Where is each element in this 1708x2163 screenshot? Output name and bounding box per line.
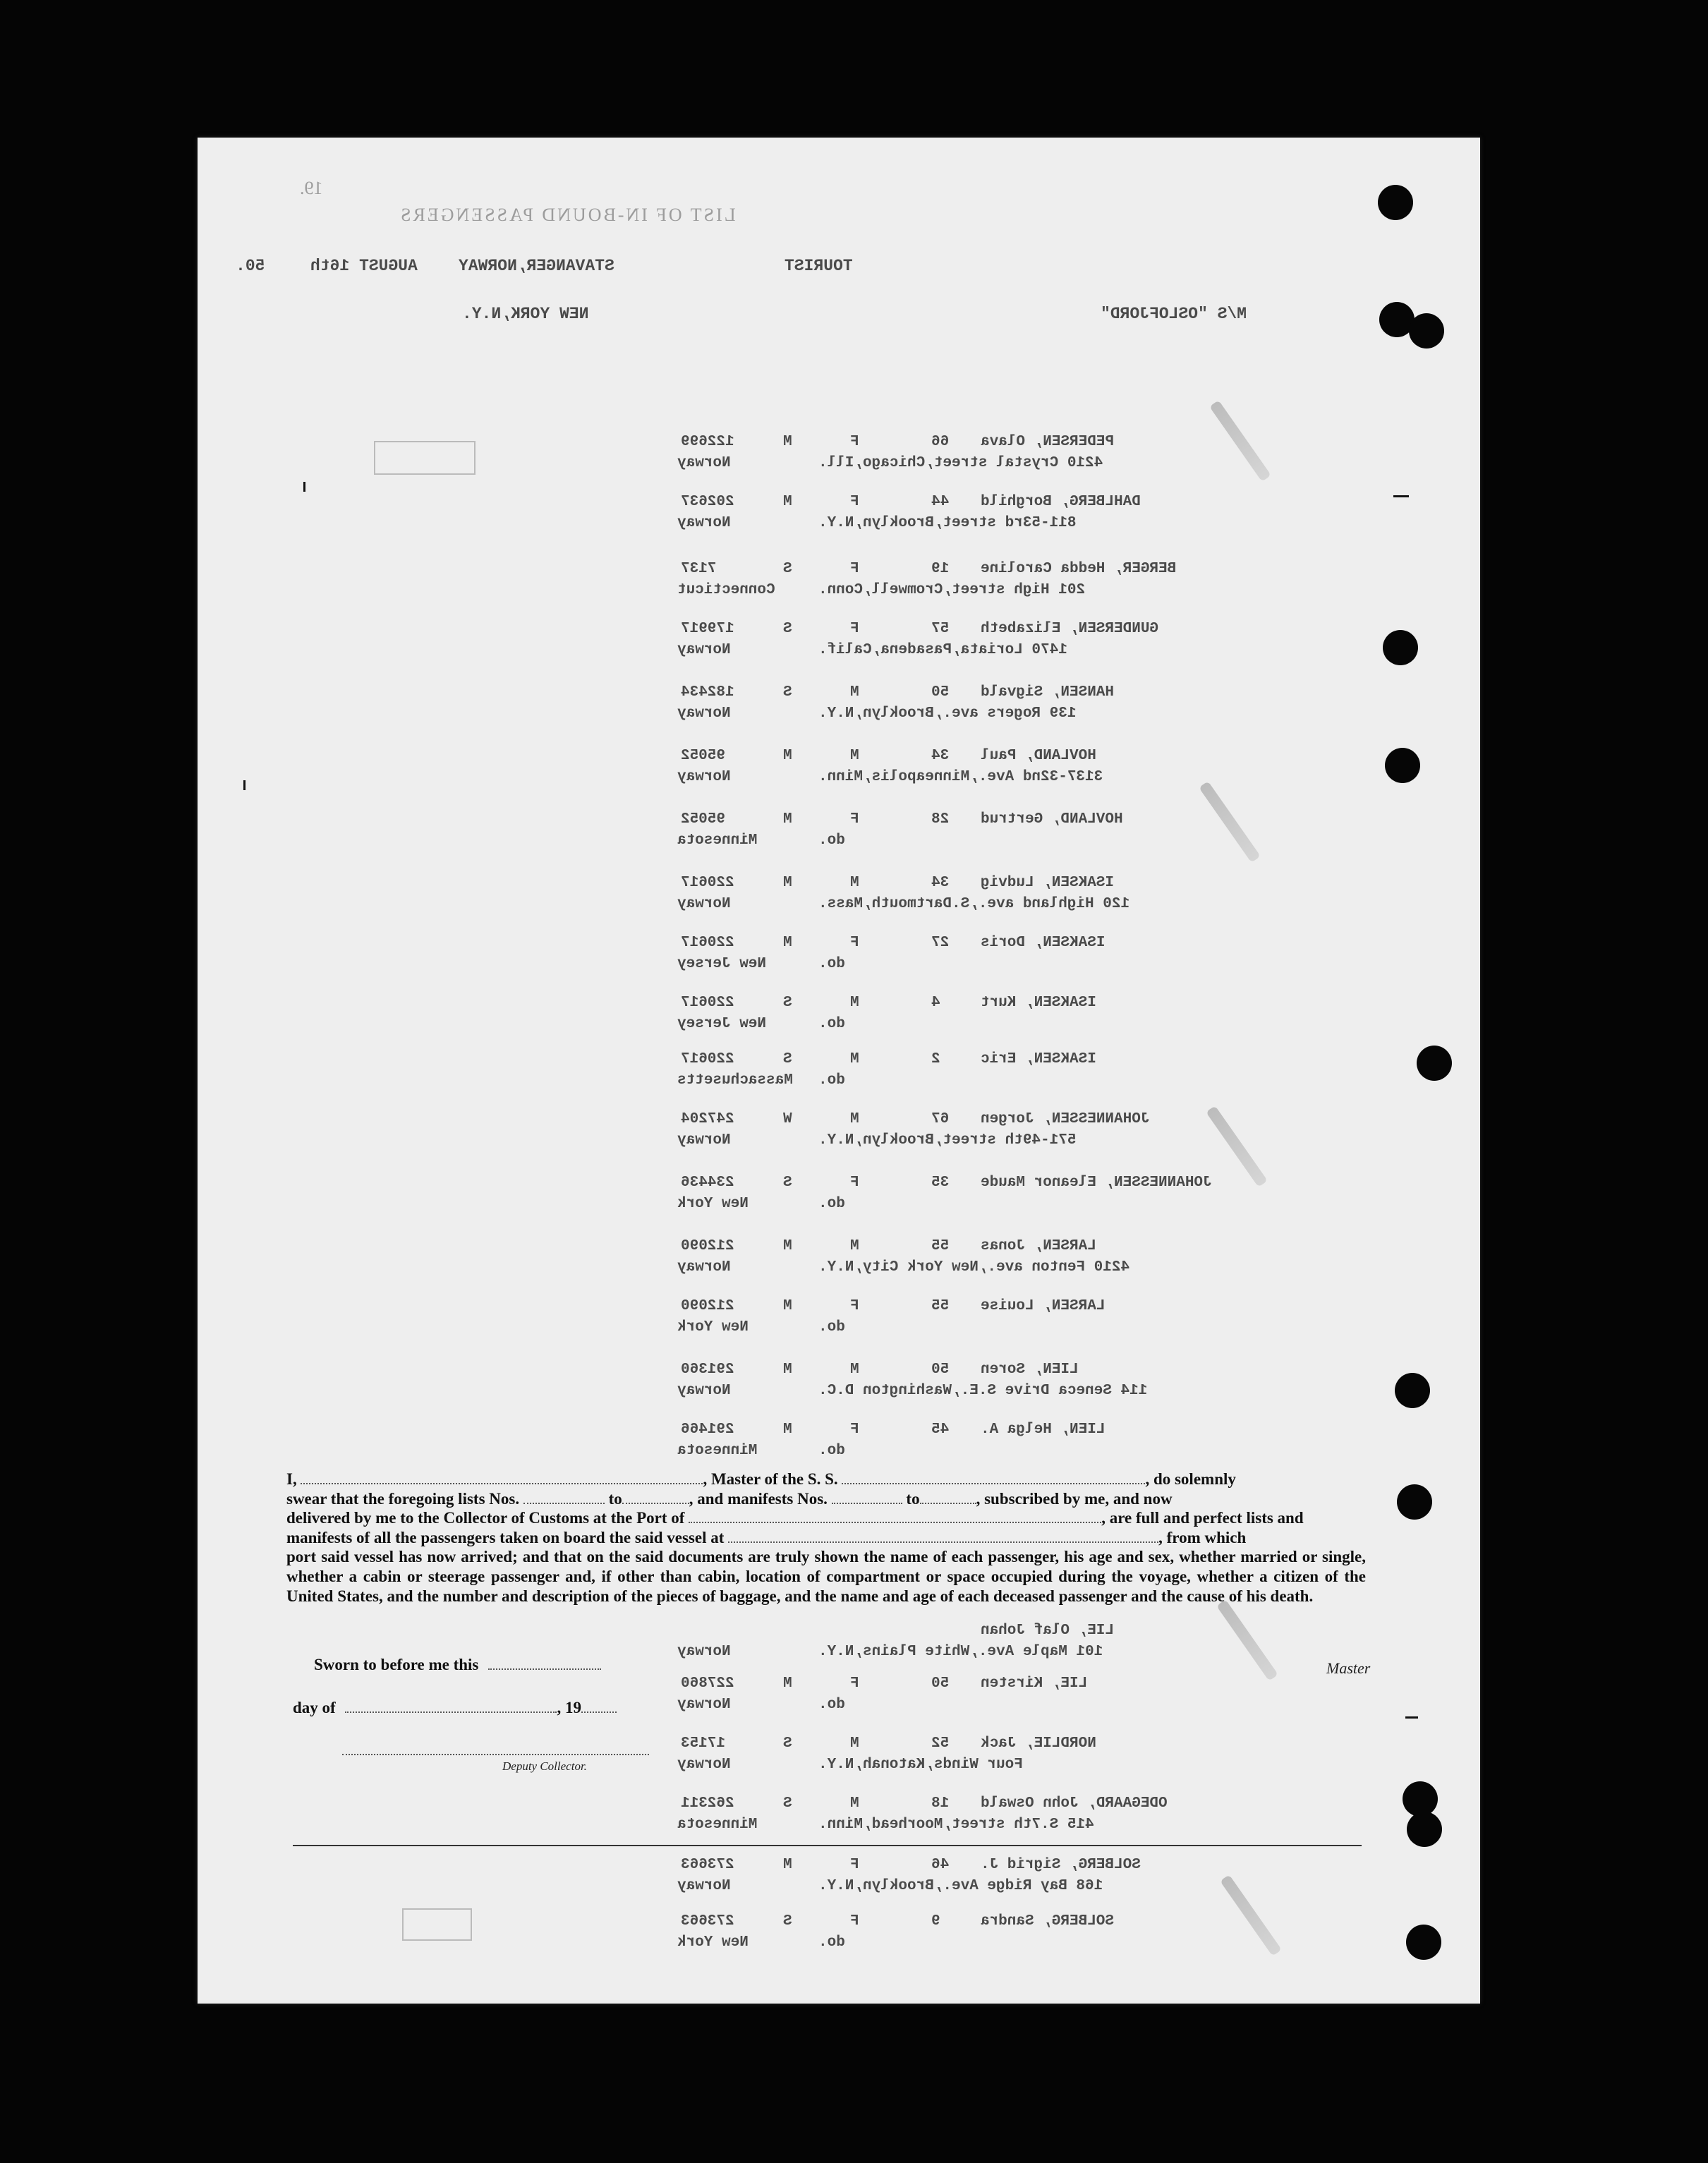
passenger-sex: F	[850, 935, 859, 951]
passenger-status: M	[783, 811, 792, 828]
passenger-number: 262311	[681, 1795, 734, 1812]
destination-label: NEW YORK,N.Y.	[462, 305, 589, 323]
passenger-record	[0, 1362, 1283, 1411]
passenger-number: 220617	[681, 1051, 734, 1067]
month-field[interactable]	[345, 1711, 557, 1713]
passenger-number: 273663	[681, 1913, 734, 1929]
passenger-sex: M	[850, 1795, 859, 1812]
deputy-label: Deputy Collector.	[502, 1759, 587, 1773]
oath-body: port said vessel has now arrived; and that on the said documents are truly shown the name of each passenger, his age and sex, whether married or single, whether a cabin or steerage passenger and, if other than cabin, location of compartment or space occupied during the voyage, whether a citizen of the United States, and the number and description of the pieces of baggage, and the name and age of each deceased passenger and the cause of his death.	[286, 1548, 1366, 1605]
passenger-number: 95052	[681, 811, 726, 828]
passenger-age: 46	[931, 1857, 950, 1873]
passenger-age: 9	[931, 1913, 940, 1929]
oath-text	[286, 1470, 1366, 1606]
passenger-name: DAHLBERG, Borghild	[981, 494, 1141, 510]
passenger-address: 120 Highland ave.,S.Dartmouth,Mass.	[818, 896, 1130, 912]
passenger-status: M	[783, 1676, 792, 1692]
deputy-signature-field[interactable]	[342, 1754, 649, 1755]
sworn-label: Sworn to before me this	[314, 1656, 479, 1673]
passenger-name: JOHANNESSEN, Eleanor Maude	[981, 1175, 1212, 1191]
edge-mark	[1393, 495, 1409, 497]
passenger-name: HOVLAND, Gertrud	[981, 811, 1123, 828]
page-number: 19.	[300, 178, 323, 198]
passenger-record	[0, 1111, 1283, 1161]
captain-name-field[interactable]	[301, 1483, 703, 1484]
passenger-country: New Jersey	[677, 1016, 767, 1032]
passenger-country: Norway	[677, 1697, 731, 1713]
passenger-record	[0, 1735, 1283, 1785]
passenger-number: 273663	[681, 1857, 734, 1873]
passenger-status: S	[783, 1175, 792, 1191]
passenger-country: New York	[677, 1319, 749, 1335]
passenger-address: do.	[818, 832, 845, 849]
master-label: Master	[1326, 1659, 1371, 1677]
binder-hole	[1395, 1373, 1430, 1408]
passenger-number: 291466	[681, 1422, 734, 1438]
passenger-country: Norway	[677, 1132, 731, 1149]
binder-hole	[1397, 1484, 1432, 1520]
passenger-sex: F	[850, 1298, 859, 1314]
oath-line1-b: , Master of the S. S.	[703, 1470, 842, 1488]
passenger-status: M	[783, 875, 792, 891]
passenger-status: S	[783, 621, 792, 637]
passenger-name: ISAKSEN, Ludvig	[981, 875, 1115, 891]
list-title: LIST OF IN-BOUND PASSENGERS	[399, 205, 736, 225]
binder-hole	[1409, 313, 1444, 349]
passenger-country: Connecticut	[677, 582, 775, 598]
passenger-age: 52	[931, 1735, 950, 1752]
manifest-to-field[interactable]	[920, 1503, 976, 1504]
passenger-name: LARSEN, Jonas	[981, 1238, 1096, 1254]
passenger-country: Norway	[677, 896, 731, 912]
passenger-address: 101 Maple Ave.,White Plains,N.Y.	[818, 1644, 1103, 1660]
passenger-address: 168 Bay Ridge Ave.,Brooklyn,N.Y.	[818, 1878, 1103, 1894]
passenger-age: 18	[931, 1795, 950, 1812]
edge-mark	[303, 482, 305, 492]
passenger-number: 212090	[681, 1298, 734, 1314]
passenger-record	[0, 1795, 1283, 1845]
year-label: 50.	[236, 257, 265, 275]
passenger-record	[0, 1913, 1283, 1963]
passenger-number: 182434	[681, 684, 734, 701]
passenger-record	[0, 1422, 1283, 1471]
passenger-status: M	[783, 935, 792, 951]
passenger-number: 220617	[681, 875, 734, 891]
passenger-status: S	[783, 684, 792, 701]
passenger-number: 227860	[681, 1676, 734, 1692]
passenger-record	[0, 434, 1283, 483]
passenger-name: PEDERSEN, Olava	[981, 434, 1115, 450]
passenger-name: LIE, Olaf Johan	[981, 1623, 1115, 1639]
passenger-address: do.	[818, 1443, 845, 1459]
passenger-sex: F	[850, 1422, 859, 1438]
passenger-address: do.	[818, 1016, 845, 1032]
passenger-number: 212090	[681, 1238, 734, 1254]
day-label: day of	[293, 1699, 336, 1716]
passenger-record	[0, 684, 1283, 734]
passenger-age: 4	[931, 995, 940, 1011]
passenger-address: Four Winds,Katonah,N.Y.	[818, 1757, 1023, 1773]
passenger-country: Norway	[677, 1878, 731, 1894]
passenger-sex: F	[850, 1175, 859, 1191]
passenger-status: M	[783, 1422, 792, 1438]
passenger-sex: M	[850, 1735, 859, 1752]
passenger-status: M	[783, 1857, 792, 1873]
passenger-record	[0, 995, 1283, 1044]
passenger-record	[0, 494, 1283, 543]
passenger-sex: F	[850, 494, 859, 510]
passenger-record	[0, 811, 1283, 861]
passenger-name: LIE, Kirsten	[981, 1676, 1088, 1692]
passenger-status: W	[783, 1111, 792, 1127]
passenger-record	[0, 1857, 1283, 1906]
passenger-status: S	[783, 1795, 792, 1812]
passenger-number: 95052	[681, 748, 726, 764]
passenger-status: S	[783, 561, 792, 577]
passenger-age: 2	[931, 1051, 940, 1067]
list-to-field[interactable]	[622, 1503, 689, 1504]
date-label: AUGUST 16th	[310, 257, 418, 275]
year-prefix-label: , 19	[557, 1699, 581, 1716]
oath-line3-b: , are full and perfect lists and	[1101, 1509, 1304, 1527]
passenger-record	[0, 1298, 1283, 1347]
passenger-address: do.	[818, 1697, 845, 1713]
passenger-name: LIEN, Helga A.	[981, 1422, 1106, 1438]
binder-hole	[1407, 1812, 1442, 1847]
passenger-age: 50	[931, 1676, 950, 1692]
oath-line4-a: manifests of all the passengers taken on board the said vessel at	[286, 1528, 729, 1546]
passenger-record	[0, 748, 1283, 797]
passenger-address: 4210 Crystal street,Chicago,Ill.	[818, 455, 1103, 471]
oath-line2-b: to	[604, 1489, 622, 1508]
passenger-status: M	[783, 1298, 792, 1314]
passenger-country: Norway	[677, 1259, 731, 1276]
passenger-record	[0, 1175, 1283, 1224]
passenger-country: Norway	[677, 769, 731, 785]
passenger-age: 35	[931, 1175, 950, 1191]
passenger-age: 28	[931, 811, 950, 828]
passenger-age: 57	[931, 621, 950, 637]
passenger-sex: M	[850, 995, 859, 1011]
passenger-status: S	[783, 1735, 792, 1752]
passenger-country: Norway	[677, 1644, 731, 1660]
oath-line2-c: , and manifests Nos.	[689, 1489, 832, 1508]
binder-hole	[1406, 1925, 1441, 1960]
passenger-sex: M	[850, 1111, 859, 1127]
passenger-name: LIEN, Soren	[981, 1362, 1079, 1378]
passenger-record	[0, 1238, 1283, 1288]
passenger-country: Norway	[677, 515, 731, 531]
passenger-status: M	[783, 1238, 792, 1254]
passenger-status: M	[783, 434, 792, 450]
passenger-number: 179917	[681, 621, 734, 637]
year-field[interactable]	[581, 1711, 617, 1713]
passenger-number: 220617	[681, 935, 734, 951]
passenger-address: do.	[818, 956, 845, 972]
passenger-name: ODEGAARD, John Oswald	[981, 1795, 1168, 1812]
oath-line2-d: to	[902, 1489, 920, 1508]
passenger-name: ISAKSEN, Eric	[981, 1051, 1096, 1067]
passenger-status: M	[783, 494, 792, 510]
passenger-sex: F	[850, 561, 859, 577]
passenger-sex: F	[850, 811, 859, 828]
manifest-from-field[interactable]	[832, 1503, 902, 1504]
sworn-day-field[interactable]	[488, 1668, 601, 1670]
passenger-name: SOLBERG, Sigrid J.	[981, 1857, 1141, 1873]
passenger-address: 1470 Loriata,Pasadena,Calif.	[818, 642, 1067, 658]
passenger-country: Minnesota	[677, 832, 758, 849]
passenger-sex: M	[850, 684, 859, 701]
passenger-record	[0, 875, 1283, 924]
passenger-record	[0, 935, 1283, 984]
passenger-number: 122699	[681, 434, 734, 450]
passenger-sex: M	[850, 748, 859, 764]
binder-hole	[1417, 1046, 1452, 1081]
passenger-number: 220617	[681, 995, 734, 1011]
passenger-country: New York	[677, 1196, 749, 1212]
binder-hole	[1385, 748, 1420, 783]
date-line	[293, 1699, 617, 1717]
passenger-address: 114 Seneca Drive S.E.,Washington D.C.	[818, 1383, 1148, 1399]
passenger-name: HOVLAND, Paul	[981, 748, 1096, 764]
passenger-age: 55	[931, 1298, 950, 1314]
passenger-address: 4210 Fenton ave.,New York City,N.Y.	[818, 1259, 1130, 1276]
passenger-age: 34	[931, 748, 950, 764]
passenger-record	[0, 621, 1283, 670]
passenger-country: Minnesota	[677, 1443, 758, 1459]
oath-line1-c: , do solemnly	[1145, 1470, 1236, 1488]
passenger-age: 55	[931, 1238, 950, 1254]
passenger-name: LARSEN, Louise	[981, 1298, 1106, 1314]
passenger-address: 811-53rd street,Brooklyn,N.Y.	[818, 515, 1077, 531]
list-from-field[interactable]	[523, 1503, 605, 1504]
passenger-name: GUNDERSEN, Elizabeth	[981, 621, 1159, 637]
oath-line3-a: delivered by me to the Collector of Customs at the Port of	[286, 1509, 689, 1527]
edge-mark	[1405, 1716, 1418, 1719]
passenger-number: 7137	[681, 561, 717, 577]
passenger-age: 27	[931, 935, 950, 951]
passenger-name: NORDLIE, Jack	[981, 1735, 1096, 1752]
passenger-name: HANSEN, Sigvald	[981, 684, 1115, 701]
passenger-name: SOLBERG, Sandra	[981, 1913, 1115, 1929]
passenger-number: 17153	[681, 1735, 726, 1752]
passenger-sex: F	[850, 434, 859, 450]
passenger-age: 50	[931, 684, 950, 701]
oath-line2-a: swear that the foregoing lists Nos.	[286, 1489, 523, 1508]
bottom-rule	[293, 1845, 1362, 1846]
passenger-country: Norway	[677, 642, 731, 658]
passenger-address: do.	[818, 1196, 845, 1212]
passenger-address: 415 S.7th street,Moorhead,Minn.	[818, 1817, 1094, 1833]
passenger-address: 139 Rogers ave.,Brooklyn,N.Y.	[818, 705, 1077, 722]
passenger-address: 201 High street,Cromwell,Conn.	[818, 582, 1086, 598]
passenger-age: 67	[931, 1111, 950, 1127]
passenger-age: 44	[931, 494, 950, 510]
passenger-sex: M	[850, 1051, 859, 1067]
class-label: TOURIST	[785, 257, 853, 275]
passenger-country: Massachusetts	[677, 1072, 793, 1089]
passenger-sex: F	[850, 1913, 859, 1929]
passenger-sex: F	[850, 1857, 859, 1873]
passenger-status: S	[783, 1051, 792, 1067]
embark-port-field[interactable]	[728, 1541, 1158, 1543]
passenger-record	[0, 1051, 1283, 1101]
passenger-status: M	[783, 1362, 792, 1378]
passenger-name: ISAKSEN, Kurt	[981, 995, 1096, 1011]
binder-hole	[1403, 1781, 1438, 1817]
passenger-name: ISAKSEN, Doris	[981, 935, 1106, 951]
oath-line1-a: I,	[286, 1470, 301, 1488]
passenger-sex: M	[850, 1238, 859, 1254]
passenger-age: 34	[931, 875, 950, 891]
passenger-status: M	[783, 748, 792, 764]
passenger-country: New Jersey	[677, 956, 767, 972]
passenger-sex: F	[850, 621, 859, 637]
passenger-country: New York	[677, 1934, 749, 1951]
passenger-name: BERGER, Hedda Caroline	[981, 561, 1177, 577]
passenger-number: 247204	[681, 1111, 734, 1127]
binder-hole	[1383, 630, 1418, 665]
passenger-country: Norway	[677, 1757, 731, 1773]
passenger-country: Minnesota	[677, 1817, 758, 1833]
passenger-age: 45	[931, 1422, 950, 1438]
oath-line2-e: , subscribed by me, and now	[976, 1489, 1173, 1508]
passenger-address: do.	[818, 1072, 845, 1089]
passenger-address: 571-49th street,Brooklyn,N.Y.	[818, 1132, 1077, 1149]
passenger-record	[0, 1623, 1283, 1672]
passenger-age: 66	[931, 434, 950, 450]
oath-line4-b: , from which	[1158, 1528, 1247, 1546]
passenger-country: Norway	[677, 455, 731, 471]
passenger-address: 3137-32nd Ave.,Minneapolis,Minn.	[818, 769, 1103, 785]
passenger-sex: F	[850, 1676, 859, 1692]
sworn-line	[314, 1656, 601, 1674]
passenger-name: JOHANNESSEN, Jorgen	[981, 1111, 1150, 1127]
binder-hole	[1378, 185, 1413, 220]
passenger-sex: M	[850, 1362, 859, 1378]
passenger-address: do.	[818, 1934, 845, 1951]
passenger-address: do.	[818, 1319, 845, 1335]
port-field[interactable]	[689, 1522, 1101, 1523]
passenger-age: 50	[931, 1362, 950, 1378]
passenger-sex: M	[850, 875, 859, 891]
passenger-number: 202637	[681, 494, 734, 510]
passenger-age: 19	[931, 561, 950, 577]
passenger-country: Norway	[677, 1383, 731, 1399]
passenger-country: Norway	[677, 705, 731, 722]
passenger-number: 234436	[681, 1175, 734, 1191]
passenger-status: S	[783, 1913, 792, 1929]
passenger-status: S	[783, 995, 792, 1011]
ship-name-field[interactable]	[842, 1483, 1145, 1484]
passenger-record	[0, 561, 1283, 610]
passenger-number: 291360	[681, 1362, 734, 1378]
port-label: STAVANGER,NORWAY	[459, 257, 614, 275]
passenger-record	[0, 1676, 1283, 1725]
ship-label: M/S "OSLOFJORD"	[1101, 305, 1247, 323]
